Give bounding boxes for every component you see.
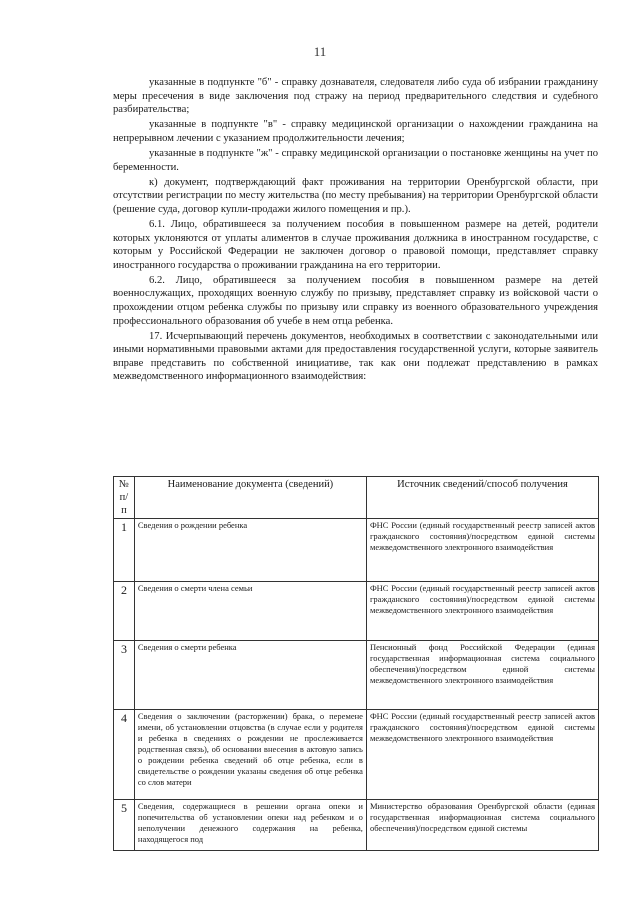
row-source: ФНС России (единый государственный реестр записей актов гражданского состояния)/посредством единой системы межведомственного электронного взаимодействия	[366, 519, 598, 582]
paragraph: указанные в подпункте "б" - справку дознавателя, следователя либо суда об избрании гражданину меры пресечения в виде заключения под стражу на период предварительного следствия и судебного разбирательства;	[113, 77, 598, 116]
header-name: Наименование документа (сведений)	[134, 477, 366, 519]
row-source: Пенсионный фонд Российской Федерации (единая государственная информационная система социального обеспечения)/посредством единой системы межведомственного электронного взаимодействия	[366, 641, 598, 710]
row-number: 2	[114, 582, 135, 641]
paragraph: к) документ, подтверждающий факт проживания на территории Оренбургской области, при отсутствии регистрации по месту жительства (по месту пребывания) на территории Оренбургской области (решение суда, договор купли-продажи жилого помещения и пр.).	[113, 176, 598, 215]
row-name	[134, 800, 366, 851]
row-source-text: Министерство образования Оренбургской области (единая государственная информационная система социального обеспечения)/посредством единой системы	[369, 801, 595, 833]
row-name-text: Сведения, содержащиеся в решении органа опеки и попечительства об установлении опеки над ребенком и о неполучении денежного содержания на ребенка, находящегося под	[137, 801, 363, 844]
table-row	[114, 582, 599, 641]
row-source	[366, 800, 598, 851]
row-number: 4	[114, 710, 135, 800]
row-name: Сведения о заключении (расторжении) брака, о перемене имени, об установлении отцовства (в случае если у родителя и ребенка в сведениях о рождении не прослеживается родственная связь), об основании внесения в актовую запись о рождении ребенка сведений об отце ребенка, если в свидетельстве о рождении указаны сведения об отце ребенка со слов матери	[134, 710, 366, 800]
paragraph: 17. Исчерпывающий перечень документов, необходимых в соответствии с законодательными или иными нормативными правовыми актами для предоставления государственной услуги, которые заявитель вправе представить по собственной инициативе, так как они подлежат представлению в рамках межведомственного информационного взаимодействия:	[113, 330, 598, 383]
paragraph: 6.2. Лицо, обратившееся за получением пособия в повышенном размере на детей военнослужащих, проходящих военную службу по призыву, представляет справку из войсковой части о прохождении отцом ребенка службы по призыву или справку из военного образовательного учреждения профессионального образования об учебе в нем отца ребенка.	[113, 274, 598, 327]
header-num: № п/п	[114, 477, 135, 519]
paragraph: указанные в подпункте "ж" - справку медицинской организации о постановке женщины на учет по беременности.	[113, 147, 598, 173]
row-name: Сведения о смерти члена семьи	[134, 582, 366, 641]
table-row	[114, 641, 599, 710]
document-body	[113, 76, 598, 386]
row-name: Сведения о рождении ребенка	[134, 519, 366, 582]
row-number: 1	[114, 519, 135, 582]
table-header-row	[114, 477, 599, 519]
page-number: 11	[313, 44, 327, 59]
paragraph: 6.1. Лицо, обратившееся за получением пособия в повышенном размере на детей, родители которых уклоняются от уплаты алиментов в случае проживания должника в иностранном государстве, с которым у Российской Федерации не заключен договор о правовой помощи, представляет справку иностранного государства о проживании гражданина на его территории.	[113, 218, 598, 271]
table-row	[114, 800, 599, 851]
paragraph: указанные в подпункте "в" - справку медицинской организации о нахождении гражданина на непрерывном лечении с указанием продолжительности лечения;	[113, 119, 598, 144]
table-row	[114, 519, 599, 582]
row-number: 5	[114, 800, 135, 851]
documents-table	[113, 476, 599, 851]
row-source: ФНС России (единый государственный реестр записей актов гражданского состояния)/посредством единой системы межведомственного электронного взаимодействия	[366, 582, 598, 641]
table-row	[114, 710, 599, 800]
row-name: Сведения о смерти ребенка	[134, 641, 366, 710]
header-source: Источник сведений/способ получения	[366, 477, 598, 519]
row-source: ФНС России (единый государственный реестр записей актов гражданского состояния)/посредством единой системы межведомственного электронного взаимодействия	[366, 710, 598, 800]
row-number: 3	[114, 641, 135, 710]
